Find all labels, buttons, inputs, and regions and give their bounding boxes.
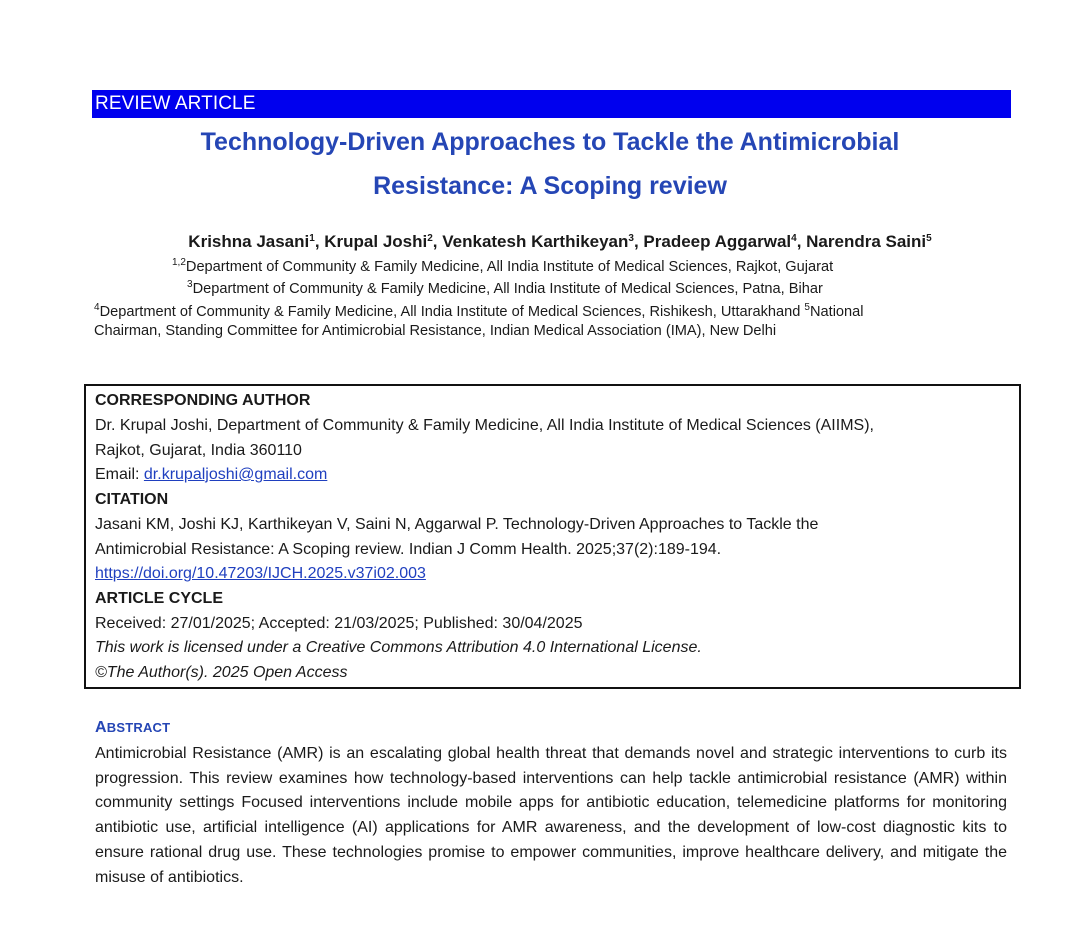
doi-link[interactable]: https://doi.org/10.47203/IJCH.2025.v37i02.003 xyxy=(95,565,426,582)
affiliation: $^{1,2}$Department of Community & Family Medicine, All India Institute of Medical Sciences, Rajkot, Gujarat xyxy=(172,257,834,275)
citation-text: Jasani KM, Joshi KJ, Karthikeyan V, Saini N, Aggarwal P. Technology-Driven Approaches to Tackle the xyxy=(95,516,819,533)
author: Narendra Saini$^5$ xyxy=(806,232,932,251)
copyright-text: ©The Author(s). 2025 Open Access xyxy=(95,664,348,681)
author-list: Krishna Jasani$^1$, Krupal Joshi$^2$, Venkatesh Karthikeyan$^3$, Pradeep Aggarwal$^4$, Narendra Saini$^5$ xyxy=(188,232,932,251)
author: Venkatesh Karthikeyan$^3$ xyxy=(442,232,634,251)
affiliation: Chairman, Standing Committee for Antimicrobial Resistance, Indian Medical Association (IMA), New Delhi xyxy=(94,323,777,339)
corresponding-author-address: Rajkot, Gujarat, India 360110 xyxy=(95,442,302,459)
article-cycle-dates: Received: 27/01/2025; Accepted: 21/03/2025; Published: 30/04/2025 xyxy=(95,615,583,632)
author: Pradeep Aggarwal$^4$ xyxy=(643,232,797,251)
email-line: Email: dr.krupaljoshi@gmail.com xyxy=(95,466,328,483)
email-link[interactable]: dr.krupaljoshi@gmail.com xyxy=(143,466,328,483)
affiliation: $^4$Department of Community & Family Medicine, All India Institute of Medical Sciences, Rishikesh, Uttarakhand $^5$National xyxy=(94,302,864,320)
citation-heading: CITATION xyxy=(95,491,169,508)
affiliation: $^3$Department of Community & Family Medicine, All India Institute of Medical Sciences, Patna, Bihar xyxy=(187,279,823,297)
corresponding-author-heading: CORRESPONDING AUTHOR xyxy=(95,392,311,409)
article-type-banner: REVIEW ARTICLE xyxy=(92,90,1011,118)
article-info-box xyxy=(84,384,1021,689)
citation-text: Antimicrobial Resistance: A Scoping review. Indian J Comm Health. 2025;37(2):189-194. xyxy=(95,541,722,558)
abstract-text: Antimicrobial Resistance (AMR) is an escalating global health threat that demands novel and strategic interventions to curb its progression. This review examines how technology-based interventions can help tackle antimicrobial resistance (AMR) within community settings Focused interventions include mobile apps for antibiotic education, telemedicine platforms for monitoring antibiotic use, artificial intelligence (AI) applications for AMR awareness, and the development of low-cost diagnostic kits to ensure rational drug use. These technologies promise to empower communities, improve healthcare delivery, and mitigate the misuse of antibiotics. xyxy=(95,745,1007,886)
title-line-1: Technology-Driven Approaches to Tackle the Antimicrobial xyxy=(200,128,900,156)
license-text: This work is licensed under a Creative Commons Attribution 4.0 International License. xyxy=(95,639,702,656)
article-cycle-heading: ARTICLE CYCLE xyxy=(95,590,223,607)
author: Krishna Jasani$^1$ xyxy=(188,232,315,251)
title-line-2: Resistance: A Scoping review xyxy=(373,172,727,200)
article-title xyxy=(100,120,1000,208)
author: Krupal Joshi$^2$ xyxy=(324,232,433,251)
corresponding-author-address: Dr. Krupal Joshi, Department of Community & Family Medicine, All India Institute of Medical Sciences (AIIMS), xyxy=(95,417,874,434)
doi-line xyxy=(95,563,426,585)
abstract-heading: ABSTRACT xyxy=(95,719,171,736)
